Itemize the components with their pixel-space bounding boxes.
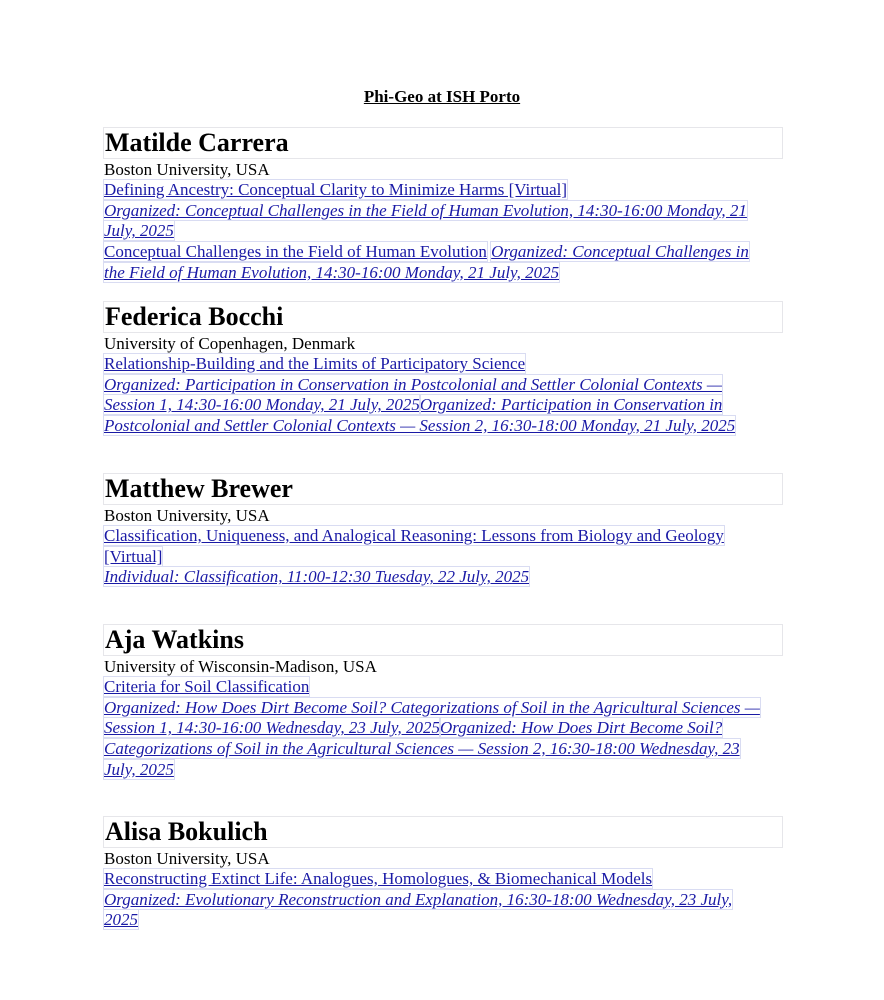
session-link[interactable]: Session 1, 14:30-16:00 Wednesday, 23 July, 2025 [104, 718, 441, 738]
session-link[interactable]: July, 2025 [104, 221, 174, 241]
talk-title-link[interactable]: Reconstructing Extinct Life: Analogues, Homologues, & Biomechanical Models [104, 869, 653, 888]
session-link[interactable]: 2025 [104, 910, 138, 930]
talk-title-link[interactable]: Classification, Uniqueness, and Analogical Reasoning: Lessons from Biology and Geology [104, 526, 724, 545]
session-link[interactable]: Session 1, 14:30-16:00 Monday, 21 July, 2025 [104, 395, 420, 415]
speaker-entry [103, 127, 783, 284]
session-link[interactable]: Organized: Participation in Conservation in Postcolonial and Settler Colonial Contexts — [104, 374, 722, 394]
session-link[interactable]: Postcolonial and Settler Colonial Contexts — Session 2, 16:30-18:00 Monday, 21 July, 2025 [104, 416, 736, 436]
speaker-name: Aja Watkins [103, 624, 783, 656]
speaker-affiliation: Boston University, USA [104, 160, 270, 179]
speaker-affiliation: Boston University, USA [104, 849, 270, 868]
session-link[interactable]: Organized: How Does Dirt Become Soil? [440, 718, 723, 738]
speaker-entry [103, 816, 783, 931]
speaker-name: Matthew Brewer [103, 473, 783, 505]
page-title: Phi-Geo at ISH Porto [363, 87, 521, 106]
speaker-name: Alisa Bokulich [103, 816, 783, 848]
session-link[interactable]: Organized: Participation in Conservation in [419, 395, 723, 415]
talk-title-link[interactable]: [Virtual] [104, 546, 163, 566]
session-link[interactable]: Organized: Conceptual Challenges in [491, 242, 749, 262]
session-title-link[interactable]: Conceptual Challenges in the Field of Human Evolution [104, 242, 487, 262]
speaker-name: Federica Bocchi [103, 301, 783, 333]
speaker-affiliation: Boston University, USA [104, 506, 270, 525]
talk-title-link[interactable]: Criteria for Soil Classification [104, 677, 310, 696]
speaker-entry [103, 301, 783, 437]
session-link[interactable]: the Field of Human Evolution, 14:30-16:00 Monday, 21 July, 2025 [104, 262, 560, 282]
session-link[interactable]: Organized: How Does Dirt Become Soil? Categorizations of Soil in the Agricultural Sciences — [104, 697, 760, 717]
session-link[interactable]: Categorizations of Soil in the Agricultural Sciences — Session 2, 16:30-18:00 Wednesday, 23 [104, 739, 740, 759]
speaker-affiliation: University of Copenhagen, Denmark [104, 334, 356, 353]
session-link[interactable]: July, 2025 [104, 759, 174, 779]
speaker-entry [103, 624, 783, 781]
speaker-entry [103, 473, 783, 588]
session-link[interactable]: Individual: Classification, 11:00-12:30 Tuesday, 22 July, 2025 [104, 567, 530, 587]
session-link[interactable]: Organized: Conceptual Challenges in the Field of Human Evolution, 14:30-16:00 Monday, 21 [104, 200, 747, 220]
session-link[interactable]: Organized: Evolutionary Reconstruction and Explanation, 16:30-18:00 Wednesday, 23 July, [104, 889, 733, 909]
talk-title-link[interactable]: Relationship-Building and the Limits of Participatory Science [104, 354, 526, 373]
speaker-affiliation: University of Wisconsin-Madison, USA [104, 657, 377, 676]
speaker-name: Matilde Carrera [103, 127, 783, 159]
talk-title-link[interactable]: Defining Ancestry: Conceptual Clarity to Minimize Harms [Virtual] [104, 180, 568, 199]
